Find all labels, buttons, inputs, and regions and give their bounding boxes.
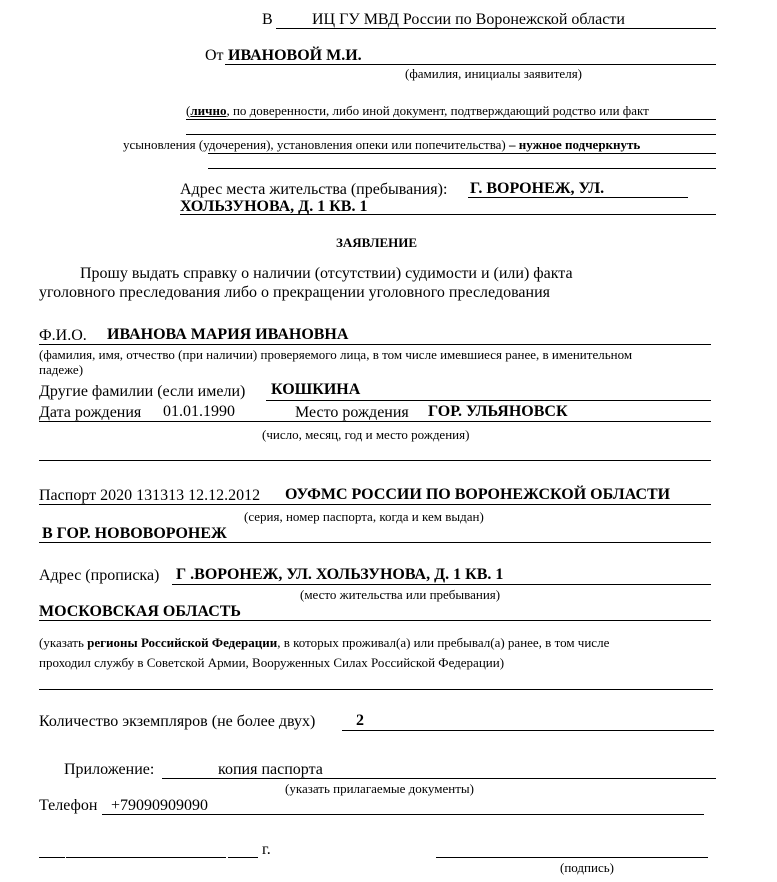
basis-line-rule-3 [208,153,716,154]
basis-line-rule-4 [208,168,716,169]
to-prefix: В [262,11,273,28]
attachment-rule [162,778,716,779]
from-name[interactable]: ИВАНОВОЙ М.И. [228,47,362,64]
regions-hint-2: проходил службу в Советской Армии, Вооруженных Силах Российской Федерации) [39,655,505,670]
passport-issuer-city[interactable]: В ГОР. НОВОВОРОНЕЖ [42,525,227,542]
birth-place-label: Место рождения [295,404,409,421]
underline-note: нужное подчеркнуть [518,137,641,152]
address-label: Адрес места жительства (пребывания): [180,181,448,198]
year-suffix: г. [262,841,271,858]
request-line-2: уголовного преследования либо о прекращении уголовного преследования [39,284,550,301]
attachment-label: Приложение: [64,761,155,778]
address-rule-1 [468,197,688,198]
request-line-1: Прошу выдать справку о наличии (отсутствии) судимости и (или) факта [80,265,573,282]
other-names-value[interactable]: КОШКИНА [271,381,361,398]
date-month-rule [66,857,226,858]
attachment-hint: (указать прилагаемые документы) [285,781,474,796]
date-year-rule [228,857,258,858]
passport-label: Паспорт 2020 131313 12.12.2012 [39,487,261,504]
birth-hint: (число, месяц, год и место рождения) [262,427,470,442]
birth-date-value[interactable]: 01.01.1990 [163,403,235,420]
phone-label: Телефон [39,797,98,814]
from-hint: (фамилия, инициалы заявителя) [405,66,582,81]
signature-rule[interactable] [436,857,708,858]
regions-rule [39,620,711,621]
registration-value[interactable]: Г .ВОРОНЕЖ, УЛ. ХОЛЬЗУНОВА, Д. 1 КВ. 1 [176,566,504,583]
copies-value[interactable]: 2 [356,712,364,729]
basis-line-1: (лично, по доверенности, либо иной документ, подтверждающий родство или факт [186,103,649,118]
copies-rule [342,730,714,731]
basis-personally: лично [190,103,227,118]
date-day-rule [39,857,65,858]
from-line [225,64,716,65]
to-line [276,28,716,29]
passport-issuer[interactable]: ОУФМС РОССИИ ПО ВОРОНЕЖСКОЙ ОБЛАСТИ [285,486,671,503]
other-names-label: Другие фамилии (если имели) [39,383,246,400]
address-rule-2 [180,214,716,215]
basis-line-rule-1 [186,119,716,120]
birth-date-label: Дата рождения [39,404,142,421]
registration-rule [172,584,711,585]
fio-value[interactable]: ИВАНОВА МАРИЯ ИВАНОВНА [107,326,349,343]
address-value-1[interactable]: Г. ВОРОНЕЖ, УЛ. [470,180,605,197]
regions-hint-1: (указать регионы Российской Федерации, в которых проживал(а) или пребывал(а) ранее, в том числе [39,635,610,650]
regions-extra-rule [39,689,713,690]
fio-rule [39,344,711,345]
fio-label: Ф.И.О. [39,327,87,344]
passport-hint: (серия, номер паспорта, когда и кем выдан) [244,509,484,524]
registration-label: Адрес (прописка) [39,567,160,584]
phone-value[interactable]: +79090909090 [111,797,209,814]
page-title: ЗАЯВЛЕНИЕ [336,235,418,250]
other-names-rule [266,400,711,401]
birth-extra-rule [39,460,711,461]
address-value-2[interactable]: ХОЛЬЗУНОВА, Д. 1 КВ. 1 [180,198,368,215]
registration-hint: (место жительства или пребывания) [300,587,501,602]
basis-line-2: усыновления (удочерения), установления опеки или попечительства) – нужное подчеркнуть [123,137,641,152]
passport-city-rule [39,542,711,543]
passport-rule [39,504,711,505]
from-prefix: От [205,47,224,64]
fio-hint-2: падеже) [39,362,84,377]
fio-hint-1: (фамилия, имя, отчество (при наличии) проверяемого лица, в том числе имевшиеся ранее, в именительном [39,347,633,362]
birth-rule [39,421,711,422]
regions-value[interactable]: МОСКОВСКАЯ ОБЛАСТЬ [39,603,241,620]
attachment-value[interactable]: копия паспорта [218,761,323,778]
copies-label: Количество экземпляров (не более двух) [39,713,316,730]
basis-line-rule-2 [186,134,716,135]
birth-place-value[interactable]: ГОР. УЛЬЯНОВСК [428,403,568,420]
phone-rule [102,814,704,815]
to-org[interactable]: ИЦ ГУ МВД России по Воронежской области [312,11,625,28]
signature-hint: (подпись) [560,860,614,875]
